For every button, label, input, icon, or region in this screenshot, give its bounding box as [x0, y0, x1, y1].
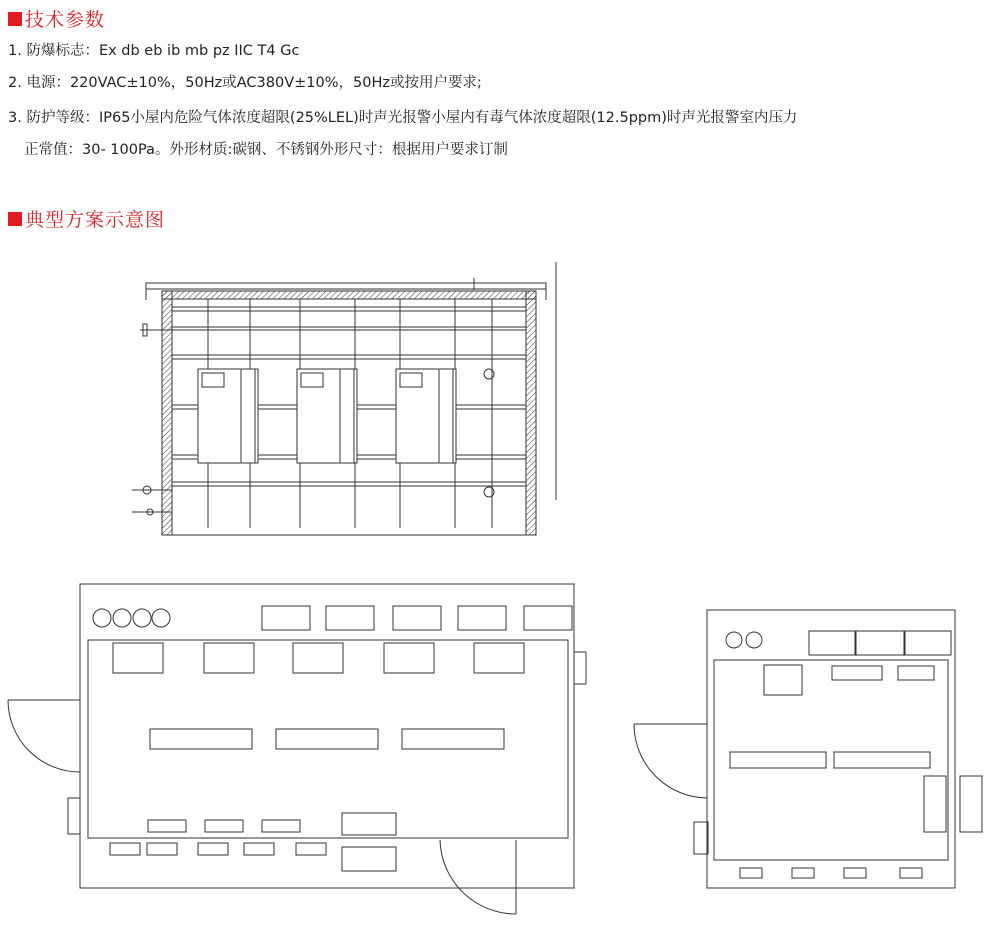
shelter-elevation [132, 262, 556, 535]
section-heading-diagram [8, 205, 165, 232]
small-shelter-plan [634, 610, 982, 888]
spec-line-power: 2. 电源：220VAC±10%，50Hz或AC380V±10%，50Hz或按用户要求; [8, 75, 482, 91]
red-square-bullet-icon [8, 212, 22, 226]
spec-line-explosion-mark: 1. 防爆标志：Ex db eb ib mb pz IIC T4 Gc [8, 43, 300, 59]
section-title: 技术参数 [25, 9, 106, 31]
spec-line-pressure: 正常值：30- 100Pa。外形材质:碳钢、不锈钢外形尺寸：根据用户要求订制 [24, 142, 508, 158]
large-shelter-plan [8, 584, 586, 914]
red-square-bullet-icon [8, 12, 22, 26]
section-heading-tech-params [8, 5, 105, 32]
spec-line-protection: 3. 防护等级：IP65小屋内危险气体浓度超限(25%LEL)时声光报警小屋内有毒气体浓度超限(12.5ppm)时声光报警室内压力 [8, 110, 798, 126]
section-title: 典型方案示意图 [25, 209, 166, 231]
